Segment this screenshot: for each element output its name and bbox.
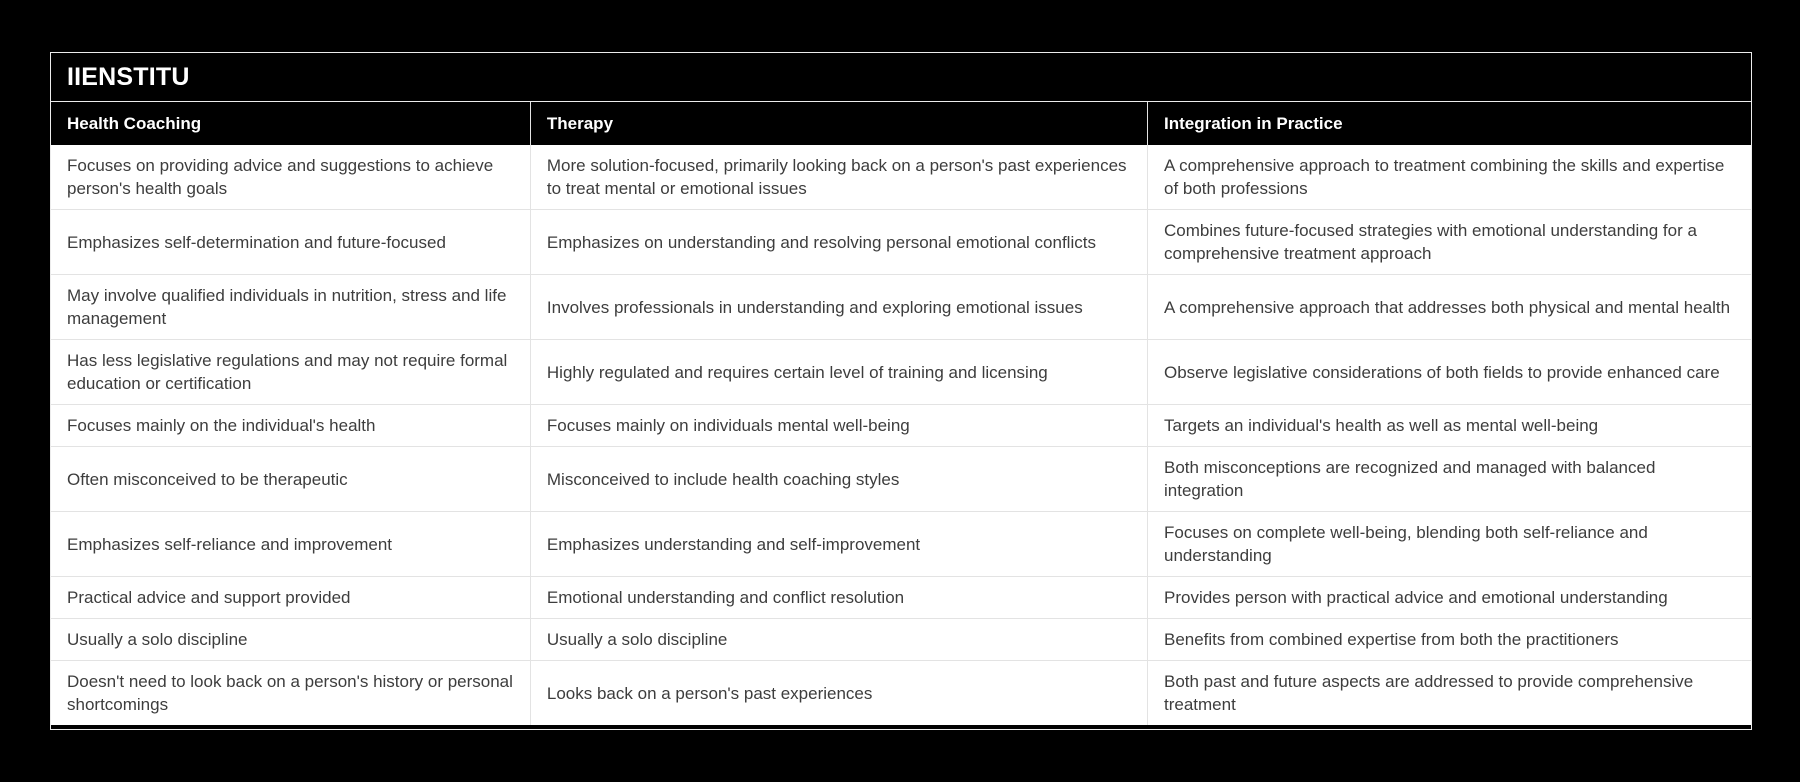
cell-therapy: Involves professionals in understanding and exploring emotional issues [530, 275, 1147, 340]
cell-integration: Provides person with practical advice and emotional understanding [1147, 577, 1751, 619]
cell-health-coaching: Emphasizes self-determination and future-focused [51, 210, 530, 275]
comparison-card [50, 52, 1752, 730]
cell-integration: Combines future-focused strategies with emotional understanding for a comprehensive treatment approach [1147, 210, 1751, 275]
cell-therapy: Misconceived to include health coaching styles [530, 447, 1147, 512]
cell-health-coaching: Usually a solo discipline [51, 619, 530, 661]
cell-therapy: Highly regulated and requires certain level of training and licensing [530, 340, 1147, 405]
table-row [51, 405, 1751, 447]
table-row [51, 619, 1751, 661]
title-bar [51, 53, 1751, 102]
cell-integration: A comprehensive approach that addresses both physical and mental health [1147, 275, 1751, 340]
cell-health-coaching: Emphasizes self-reliance and improvement [51, 512, 530, 577]
cell-health-coaching: Doesn't need to look back on a person's history or personal shortcomings [51, 661, 530, 726]
cell-health-coaching: Focuses mainly on the individual's health [51, 405, 530, 447]
cell-integration: Targets an individual's health as well as mental well-being [1147, 405, 1751, 447]
column-header-therapy: Therapy [530, 102, 1147, 145]
cell-therapy: Focuses mainly on individuals mental well-being [530, 405, 1147, 447]
cell-integration: Both misconceptions are recognized and managed with balanced integration [1147, 447, 1751, 512]
table-row [51, 447, 1751, 512]
cell-therapy: More solution-focused, primarily looking back on a person's past experiences to treat mental or emotional issues [530, 145, 1147, 210]
cell-therapy: Emotional understanding and conflict resolution [530, 577, 1147, 619]
table-row [51, 661, 1751, 726]
cell-therapy: Looks back on a person's past experiences [530, 661, 1147, 726]
cell-integration: Benefits from combined expertise from both the practitioners [1147, 619, 1751, 661]
column-header-integration-in-practice: Integration in Practice [1147, 102, 1751, 145]
table-row [51, 577, 1751, 619]
cell-health-coaching: Often misconceived to be therapeutic [51, 447, 530, 512]
cell-integration: Focuses on complete well-being, blending both self-reliance and understanding [1147, 512, 1751, 577]
table-row [51, 340, 1751, 405]
cell-therapy: Emphasizes understanding and self-improvement [530, 512, 1147, 577]
cell-integration: Observe legislative considerations of both fields to provide enhanced care [1147, 340, 1751, 405]
cell-health-coaching: Practical advice and support provided [51, 577, 530, 619]
cell-integration: A comprehensive approach to treatment combining the skills and expertise of both professions [1147, 145, 1751, 210]
header-row [51, 102, 1751, 145]
cell-therapy: Emphasizes on understanding and resolving personal emotional conflicts [530, 210, 1147, 275]
brand-title: IIENSTITU [67, 62, 190, 91]
table-row [51, 512, 1751, 577]
table-row [51, 275, 1751, 340]
cell-integration: Both past and future aspects are addressed to provide comprehensive treatment [1147, 661, 1751, 726]
comparison-table [51, 102, 1751, 725]
cell-health-coaching: Focuses on providing advice and suggestions to achieve person's health goals [51, 145, 530, 210]
cell-health-coaching: May involve qualified individuals in nutrition, stress and life management [51, 275, 530, 340]
table-row [51, 145, 1751, 210]
table-row [51, 210, 1751, 275]
cell-therapy: Usually a solo discipline [530, 619, 1147, 661]
cell-health-coaching: Has less legislative regulations and may not require formal education or certification [51, 340, 530, 405]
column-header-health-coaching: Health Coaching [51, 102, 530, 145]
